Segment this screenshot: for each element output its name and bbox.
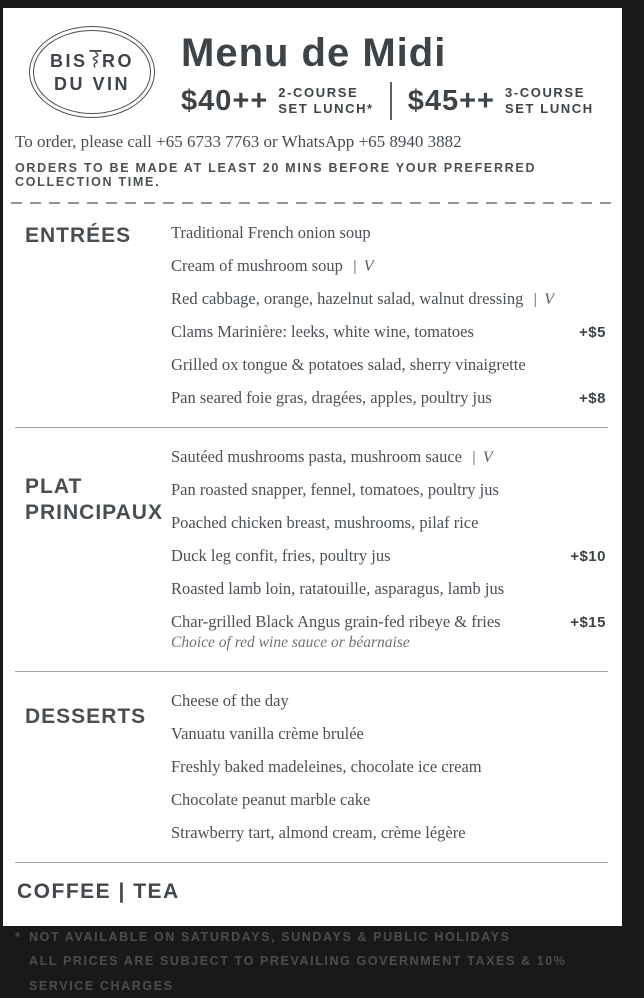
menu-item: [171, 355, 606, 375]
section-desserts: [15, 672, 608, 863]
menu-title: Menu de Midi: [181, 31, 447, 75]
price-row: [181, 82, 594, 120]
logo-text-bis: BIS: [49, 50, 88, 71]
item-name: Cheese of the day: [171, 691, 289, 710]
veg-separator: |: [352, 258, 357, 275]
menu-page: [3, 8, 622, 993]
veg-separator: |: [533, 291, 538, 308]
item-text: Red cabbage, orange, hazelnut salad, walnut dressing: [171, 289, 524, 308]
section-items-entrees: [171, 223, 608, 421]
item-supplement: +$15: [570, 614, 606, 631]
section-items-desserts: [171, 691, 608, 856]
title-block: [181, 24, 594, 120]
price-label-line1: 2-COURSE: [278, 85, 359, 101]
price-amount-40: $40++: [181, 84, 269, 117]
item-text: Sautéed mushrooms pasta, mushroom sauce: [171, 447, 462, 466]
item-name: Chocolate peanut marble cake: [171, 790, 371, 809]
price-3-course: [408, 85, 594, 118]
footnote-taxes: ALL PRICES ARE SUBJECT TO PREVAILING GOVERNMENT TAXES & 10% SERVICE CHARGES: [29, 954, 567, 993]
menu-item: [171, 724, 606, 744]
menu-item: [171, 388, 606, 408]
item-name: Roasted lamb loin, ratatouille, asparagus, lamb jus: [171, 579, 505, 598]
item-name: Traditional French onion soup: [171, 223, 371, 242]
menu-item: [171, 546, 606, 566]
item-name: Pan seared foie gras, dragées, apples, poultry jus: [171, 388, 492, 407]
order-contact-line: To order, please call +65 6733 7763 or WhatsApp +65 8940 3882: [15, 132, 462, 151]
vegetarian-marker: V: [363, 258, 374, 275]
coffee-tea-heading: COFFEE | TEA: [17, 880, 180, 903]
item-name: Poached chicken breast, mushrooms, pilaf rice: [171, 513, 479, 532]
item-name: [171, 289, 554, 309]
menu-header: [15, 24, 608, 120]
section-heading-desserts: DESSERTS: [25, 705, 147, 728]
menu-item: [171, 790, 606, 810]
price-amount-45: $45++: [407, 84, 495, 117]
menu-item: [171, 289, 606, 309]
section-entrees: [15, 204, 608, 428]
logo-line-2: DU VIN: [53, 74, 130, 94]
price-label-line2: SET LUNCH*: [278, 101, 374, 116]
item-text: Cream of mushroom soup: [171, 256, 343, 275]
price-2-course: [181, 85, 374, 118]
price-label-3-course: [505, 85, 594, 116]
vegetarian-marker: V: [482, 449, 493, 466]
footnotes: [15, 925, 608, 998]
logo-line-1: [50, 49, 134, 74]
item-name: Char-grilled Black Angus grain-fed ribeye & fries: [171, 612, 501, 631]
item-name: Grilled ox tongue & potatoes salad, sherry vinaigrette: [171, 355, 526, 374]
item-name: Clams Marinière: leeks, white wine, tomatoes: [171, 322, 474, 341]
menu-item: [171, 223, 606, 243]
logo-text-ro: RO: [102, 50, 134, 71]
asterisk-marker: *: [15, 930, 22, 944]
menu-item: [171, 691, 606, 711]
price-label-2-course: [278, 85, 373, 116]
item-name: Strawberry tart, almond cream, crème légère: [171, 823, 466, 842]
footnote-text: NOT AVAILABLE ON SATURDAYS, SUNDAYS & PUBLIC HOLIDAYS: [29, 930, 511, 944]
menu-item: [171, 513, 606, 533]
section-plat-principaux: [15, 428, 608, 672]
menu-item: [171, 447, 606, 467]
veg-separator: |: [472, 449, 476, 466]
menu-item: [171, 823, 606, 843]
item-supplement: +$8: [579, 390, 606, 407]
item-supplement: +$5: [579, 324, 606, 341]
item-note: Choice of red wine sauce or béarnaise: [171, 634, 410, 651]
item-name: [171, 256, 374, 276]
section-heading-plat-principaux: PLAT PRINCIPAUX: [25, 475, 163, 525]
price-divider: [390, 82, 392, 120]
bistro-du-vin-logo: [29, 26, 155, 118]
menu-item: [171, 612, 606, 632]
menu-item: [171, 579, 606, 599]
corkscrew-t-icon: [89, 49, 102, 74]
item-name: [171, 447, 493, 467]
price-label-line1: 3-COURSE: [504, 85, 585, 101]
menu-item: [171, 480, 606, 500]
footnote-availability: [15, 925, 608, 949]
menu-item: [171, 757, 606, 777]
price-label-line2: SET LUNCH: [504, 101, 594, 116]
item-name: Vanuatu vanilla crème brulée: [171, 724, 364, 743]
section-heading-entrees: ENTRÉES: [25, 224, 132, 247]
item-name: Duck leg confit, fries, poultry jus: [171, 546, 391, 565]
vegetarian-marker: V: [544, 291, 555, 308]
menu-item: [171, 256, 606, 276]
item-name: Freshly baked madeleines, chocolate ice cream: [171, 757, 482, 776]
item-supplement: +$10: [570, 548, 606, 565]
item-name: Pan roasted snapper, fennel, tomatoes, poultry jus: [171, 480, 499, 499]
order-notice-line: ORDERS TO BE MADE AT LEAST 20 MINS BEFORE YOUR PREFERRED COLLECTION TIME.: [15, 161, 537, 189]
section-items-plat-principaux: [171, 447, 608, 665]
menu-item: [171, 322, 606, 342]
